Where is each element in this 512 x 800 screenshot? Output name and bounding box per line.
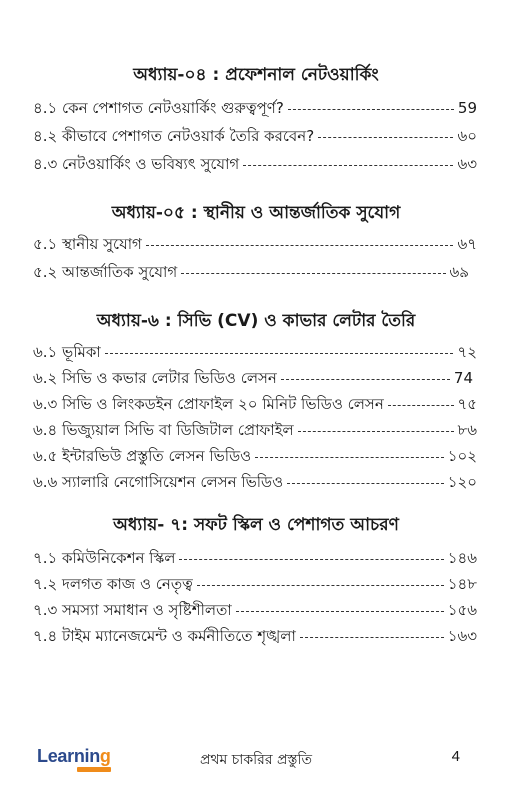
toc-entry-label: ৬.২ সিভি ও কভার লেটার ভিডিও লেসন (33, 369, 277, 387)
toc-entry-page: ১৫৬ (447, 601, 477, 619)
toc-entry (33, 392, 477, 416)
toc-entry-label: ৪.৩ নেটওয়ার্কিং ও ভবিষ্যৎ সুযোগ (33, 155, 240, 173)
toc-entry-label: ৬.৩ সিভি ও লিংকডইন প্রোফাইল ২০ মিনিট ভিডিও লেসন (33, 395, 384, 413)
chapter-title: অধ্যায়-৬ : সিভি (CV) ও কাভার লেটার তৈরি (96, 311, 416, 331)
toc-entry-label: ৬.৪ ভিজ্যুয়াল সিভি বা ডিজিটাল প্রোফাইল (33, 421, 294, 439)
toc-entry-page: ১৬৩ (447, 627, 477, 645)
toc-entry (33, 366, 473, 390)
toc-entry-page: 59 (457, 99, 477, 117)
leader-dots (146, 245, 454, 246)
logo-text: Learnin (37, 746, 100, 766)
leader-dots (287, 483, 444, 484)
toc-entry-label: ৪.১ কেন পেশাগত নেটওয়ার্কিং গুরুত্বপূর্ণ? (33, 99, 284, 117)
toc-entry (33, 340, 477, 364)
toc-entry-label: ৭.১ কমিউনিকেশন স্কিল (33, 549, 176, 567)
toc-entry (33, 152, 477, 176)
leader-dots (300, 637, 444, 638)
toc-entry-page: ১৪৬ (447, 549, 477, 567)
leader-dots (236, 611, 444, 612)
toc-entry (33, 232, 477, 256)
toc-entry-label: ৬.৬ স্যালারি নেগোসিয়েশন লেসন ভিডিও (33, 473, 284, 491)
toc-entry (33, 470, 477, 494)
leader-dots (105, 353, 454, 354)
toc-entry-page: ১৪৮ (447, 575, 477, 593)
leader-dots (281, 379, 450, 380)
toc-entry (33, 418, 477, 442)
toc-entry-label: ৫.১ স্থানীয় সুযোগ (33, 235, 142, 253)
toc-entry (33, 598, 477, 622)
page-number: 4 (451, 748, 460, 765)
leader-dots (181, 273, 445, 274)
toc-entry-page: ৬৯ (449, 263, 469, 281)
chapter-title: অধ্যায়-০৫ : স্থানীয় ও আন্তর্জাতিক সুযোগ (111, 203, 401, 223)
leader-dots (388, 405, 454, 406)
book-title: প্রথম চাকরির প্রস্তুতি (199, 752, 313, 768)
leader-dots (288, 109, 454, 110)
toc-entry-page: ৭৫ (457, 395, 477, 413)
toc-entry (33, 260, 469, 284)
toc-entry-label: ৬.৫ ইন্টারভিউ প্রস্তুতি লেসন ভিডিও (33, 447, 252, 465)
page-footer (0, 740, 512, 780)
logo-accent-text: g (99, 746, 111, 766)
toc-entry-label: ৭.৩ সমস্যা সমাধান ও সৃষ্টিশীলতা (33, 601, 232, 619)
leader-dots (179, 559, 443, 560)
leader-dots (255, 457, 444, 458)
toc-entry-page: ১০২ (447, 447, 477, 465)
toc-entry-label: ৭.৪ টাইম ম্যানেজমেন্ট ও কর্মনীতিতে শৃঙ্খলা (33, 627, 296, 645)
toc-entry (33, 624, 477, 648)
toc-entry-page: ৬৩ (457, 155, 477, 173)
toc-entry-label: ৪.২ কীভাবে পেশাগত নেটওয়ার্ক তৈরি করবেন? (33, 127, 315, 145)
toc-entry-page: ৬৭ (457, 235, 477, 253)
leader-dots (197, 585, 444, 586)
toc-entry-page: 74 (453, 369, 473, 387)
toc-entry (33, 572, 477, 596)
toc-entry-page: ১২০ (447, 473, 477, 491)
leader-dots (243, 165, 453, 166)
chapter-title: অধ্যায়-০৪ : প্রফেশনাল নেটওয়ার্কিং (133, 65, 379, 85)
toc-entry-page: ৬০ (457, 127, 477, 145)
toc-entry-page: ৭২ (457, 343, 477, 361)
toc-entry-label: ৭.২ দলগত কাজ ও নেতৃত্ব (33, 575, 193, 593)
toc-entry (33, 96, 477, 120)
toc-entry-label: ৬.১ ভূমিকা (33, 343, 101, 361)
toc-entry-label: ৫.২ আন্তর্জাতিক সুযোগ (33, 263, 178, 281)
toc-entry (33, 444, 477, 468)
toc-entry-page: ৮৬ (457, 421, 477, 439)
leader-dots (318, 137, 453, 138)
chapter-title: অধ্যায়- ৭: সফট স্কিল ও পেশাগত আচরণ (113, 515, 399, 535)
toc-entry (33, 546, 477, 570)
leader-dots (298, 431, 454, 432)
toc-entry (33, 124, 477, 148)
